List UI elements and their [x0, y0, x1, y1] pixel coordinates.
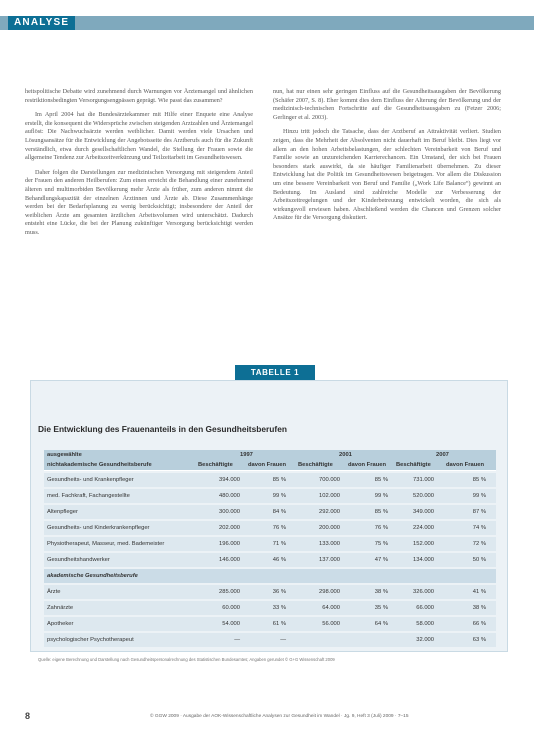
table-row [44, 521, 496, 535]
table-header-columns [44, 460, 496, 471]
footer-citation: © GGW 2009 · Ausgabe der AOK-Wissenschaftliche Analysen zur Gesundheit im Wandel · Jg. 9, Heft 3 (Juli) 2009 · 7–15 [150, 714, 409, 719]
table-cell: 47 % [374, 557, 388, 563]
table-cell: 196.000 [219, 541, 240, 547]
table-row [44, 617, 496, 631]
section-label: akademische Gesundheitsberufe [47, 573, 138, 579]
paragraph: Im April 2004 hat die Bundesärztekammer mit Hilfe einer Enquete eine Analyse erstellt, die konsequent die Widersprüche zwischen steigenden Arztzahlen und Ärztemangel auflöst: Die Nachwuchsärzte werden weiblicher. Damit werden viele Ursachen und Lösungsansätze für die Entwicklung der Angebotsseite des Arztberufs auch für die Zukunft verständlich, etwa durch gesellschaftlichen Wandel, die Stellung der Frauen sowie die allgemeine Tendenz zur Arbeitszeitverkürzung und Teilzeitarbeit im Gesundheitswesen. [25, 111, 253, 162]
table-cell: 300.000 [219, 509, 240, 515]
table-row [44, 553, 496, 567]
table-cell: 72 % [472, 541, 486, 547]
row-label: Gesundheitshandwerker [47, 557, 110, 563]
table-cell: 38 % [472, 605, 486, 611]
table-cell: 61 % [272, 621, 286, 627]
table-cell: 76 % [272, 525, 286, 531]
table-section-row [44, 569, 496, 583]
table-cell: 87 % [472, 509, 486, 515]
paragraph: nun, hat nur einen sehr geringen Einfluss auf die Gesundheitsausgaben der Bevölkerung (Schäfer 2007, S. 8). Eher kommt dies dem Einfluss der Alterung der Bevölkerung und der medizinisch-technischen Fortschritte auf die Gesundheitsausgaben zu (Fetzer 2006; Gerlinger et al. 2003). [273, 88, 501, 121]
row-label: Physiotherapeut, Masseur, med. Bademeister [47, 541, 165, 547]
row-label: Gesundheits- und Krankenpfleger [47, 477, 134, 483]
column-header: Beschäftigte [198, 462, 233, 468]
table-cell: 66.000 [416, 605, 434, 611]
header-bar [0, 16, 534, 30]
table-cell: 71 % [272, 541, 286, 547]
table-cell: 85 % [374, 509, 388, 515]
text-column-right [273, 88, 501, 229]
table-cell: 731.000 [413, 477, 434, 483]
table-cell: 99 % [374, 493, 388, 499]
table-cell: 133.000 [319, 541, 340, 547]
table-cell: 46 % [272, 557, 286, 563]
row-label: Altenpfleger [47, 509, 78, 515]
data-table [44, 450, 496, 647]
paragraph: Daher folgen die Darstellungen zur medizinischen Versorgung mit steigendem Anteil der Frauen den anderen Heilberufen: Zum einen erreicht die Behandlung einer zunehmend älteren und multimorbiden Bevölkerung mehr Ärzte als früher, zum anderen nimmt die Behandlungskapazität der einzelnen Ärztinnen und Ärzte ab. Diese Zusammenhänge werden bei der Bedarfsplanung zu wenig berücksichtigt; insbesondere der Anteil der weiblichen Ärzte am gesamten ärztlichen Arbeitsvolumen wird unterschätzt. Dadurch entsteht eine Lücke, die bei der Planung zukünftiger Versorgung berücksichtigt werden muss. [25, 168, 253, 236]
table-cell: 326.000 [413, 589, 434, 595]
table-cell: 298.000 [319, 589, 340, 595]
page-number: 8 [25, 711, 31, 721]
table-cell: 292.000 [319, 509, 340, 515]
table-cell: 33 % [272, 605, 286, 611]
row-label: Ärzte [47, 589, 61, 595]
year-header: 2007 [436, 452, 449, 458]
column-header: Beschäftigte [396, 462, 431, 468]
table-row [44, 537, 496, 551]
table-cell: 152.000 [413, 541, 434, 547]
table-row [44, 505, 496, 519]
column-header: davon Frauen [348, 462, 387, 468]
table-cell: 84 % [272, 509, 286, 515]
table-cell: 74 % [472, 525, 486, 531]
table-cell: 64 % [374, 621, 388, 627]
table-cell: 60.000 [222, 605, 240, 611]
table-cell: 200.000 [319, 525, 340, 531]
table-cell: — [234, 637, 240, 643]
table-row [44, 489, 496, 503]
table-cell: 394.000 [219, 477, 240, 483]
table-cell: 224.000 [413, 525, 434, 531]
year-header: 2001 [339, 452, 352, 458]
table-cell: 285.000 [219, 589, 240, 595]
table-cell: 349.000 [413, 509, 434, 515]
row-label: psychologischer Psychotherapeut [47, 637, 134, 643]
table-cell: 202.000 [219, 525, 240, 531]
table-badge: TABELLE 1 [235, 365, 315, 380]
table-heading: Die Entwicklung des Frauenanteils in den Gesundheitsberufen [38, 424, 287, 434]
table-cell: 520.000 [413, 493, 434, 499]
table-cell: 32.000 [416, 637, 434, 643]
table-cell: 85 % [472, 477, 486, 483]
table-cell: 137.000 [319, 557, 340, 563]
table-cell: 54.000 [222, 621, 240, 627]
row-label: med. Fachkraft, Fachangestellte [47, 493, 130, 499]
table-cell: 66 % [472, 621, 486, 627]
table-cell: 102.000 [319, 493, 340, 499]
table-cell: 35 % [374, 605, 388, 611]
table-cell: 146.000 [219, 557, 240, 563]
table-source: Quelle: eigene Berechnung und Darstellung nach Gesundheitspersonalrechnung des Statistischen Bundesamtes; Angaben gerundet © G+G Wissenschaft 2009 [38, 657, 335, 662]
table-cell: 63 % [472, 637, 486, 643]
table-cell: 58.000 [416, 621, 434, 627]
table-row [44, 585, 496, 599]
table-cell: 99 % [472, 493, 486, 499]
table-cell: 76 % [374, 525, 388, 531]
table-cell: — [280, 637, 286, 643]
year-header: 1997 [240, 452, 253, 458]
table-header-years [44, 450, 496, 460]
table-cell: 64.000 [322, 605, 340, 611]
table-cell: 480.000 [219, 493, 240, 499]
text-column-left [25, 88, 253, 244]
column-header: davon Frauen [446, 462, 485, 468]
row-label: Zahnärzte [47, 605, 74, 611]
table-cell: 75 % [374, 541, 388, 547]
table-cell: 85 % [272, 477, 286, 483]
column-header: Beschäftigte [298, 462, 333, 468]
section-label: ANALYSE [8, 16, 75, 30]
header-label: nichtakademische Gesundheitsberufe [47, 462, 152, 468]
table-cell: 38 % [374, 589, 388, 595]
row-label: Gesundheits- und Kinderkrankenpfleger [47, 525, 150, 531]
paragraph: heitspolitische Debatte wird zunehmend durch Warnungen vor Ärztemangel und ähnlichen restriktionsbedingten Versorgungsengpässen geprägt. Wie passt das zusammen? [25, 88, 253, 104]
table-cell: 50 % [472, 557, 486, 563]
table-cell: 99 % [272, 493, 286, 499]
table-cell: 36 % [272, 589, 286, 595]
table-cell: 41 % [472, 589, 486, 595]
header-label: ausgewählte [47, 452, 82, 458]
table-row [44, 473, 496, 487]
row-label: Apotheker [47, 621, 74, 627]
table-cell: 700.000 [319, 477, 340, 483]
table-cell: 56.000 [322, 621, 340, 627]
column-header: davon Frauen [248, 462, 287, 468]
table-row [44, 601, 496, 615]
table-cell: 85 % [374, 477, 388, 483]
paragraph: Hinzu tritt jedoch die Tatsache, dass der Arztberuf an Attraktivität verliert. Studien zeigen, dass die Mehrheit der Absolventen nicht dauerhaft im Beruf bleibt. Dies liegt vor allem an den hohen Arbeitsbelastungen, der schlechten Vereinbarkeit von Beruf und Familie sowie an unzureichenden Karrierechancen. Ein Umstand, der sich bei Frauen besonders stark auswirkt, da sie häufiger Familienarbeit übernehmen. Zu dieser Entwicklung hat die Politik im Gesundheitswesen beigetragen. Vor allem die Diskussion um eine bessere Vereinbarkeit von Beruf und Familie („Work Life Balance“) gewinnt an Bedeutung. Im Ausland sind zahlreiche Modelle zur Verbesserung der Arbeitszeitregelungen und der Kinderbetreuung entwickelt worden, die sich als wirkungsvoll erwiesen haben. Abschließend werden die Chancen und Grenzen solcher Ansätze für die Versorgung diskutiert. [273, 128, 501, 222]
table-cell: 134.000 [413, 557, 434, 563]
table-row [44, 633, 496, 647]
